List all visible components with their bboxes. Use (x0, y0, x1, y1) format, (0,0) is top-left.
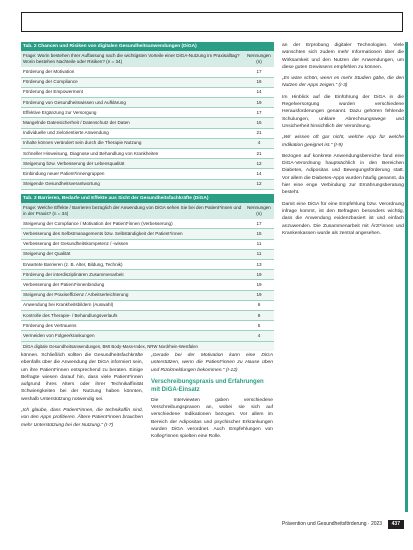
table-row (21, 290, 274, 300)
journal-name: Prävention und Gesundheitsförderung · 2023 (282, 521, 383, 527)
table-row (21, 300, 274, 310)
table-row (21, 108, 274, 118)
table-row (21, 311, 274, 321)
table-row (21, 118, 274, 128)
table-cell-label: Effektive Ergänzung zur Versorgung (21, 108, 244, 118)
table-row (21, 67, 274, 77)
section-title: Verschreibungspraxis und Erfahrungen mit DiGA-Einsatz (151, 378, 264, 393)
table-row (21, 270, 274, 280)
table-row (21, 128, 274, 138)
table-cell-count: 12 (244, 159, 274, 169)
lower-right-column (151, 352, 273, 445)
table-2-caption: Tab. 2 Chancen und Risiken von digitalen Gesundheitsanwendungen (DiGA) (21, 42, 274, 51)
table-row (21, 98, 274, 108)
table-cell-count: 19 (244, 98, 274, 108)
table-cell-label: Steigerung der Compliance / Motivation der Patient*innen (Verbesserung) (21, 219, 244, 229)
table-cell-label: Mangelnde Datensicherheit / Datenschutz der Daten (21, 118, 244, 128)
table-row (21, 159, 274, 169)
table-row (21, 87, 274, 97)
quote: „Es wäre schön, wenn es mehr Studien gäbe, die den Nutzen der Apps zeigen." (I-3) (282, 76, 404, 89)
table-cell-count: 19 (244, 270, 274, 280)
page-number: 437 (388, 520, 404, 529)
table-cell-count: 16 (244, 77, 274, 87)
table-cell-count: 14 (244, 87, 274, 97)
table-2-question: Frage: Worin bestehen Ihrer Auffassung nach die wichtigsten Vorteile einer DiGA-Nutzung im Praxisalltag? Worin bestehen Nachteile oder Risiken? (n = 34) (21, 51, 244, 67)
right-column (282, 42, 404, 241)
header-frame (21, 12, 403, 32)
table-cell-label: Verbesserung der Patient*innenbindung (21, 280, 244, 290)
table-row (21, 280, 274, 290)
table-row (21, 77, 274, 87)
body-text-lower (21, 352, 274, 445)
table-row (21, 169, 274, 179)
table-row (21, 138, 274, 148)
table-cell-count: 6 (244, 300, 274, 310)
paragraph: Die Interviewten gaben verschiedene Verschreibungspraxen an, wobei sie sich auf verschiedene Indikationen bezogen. Vor allem im Bereich der Adipositas und psychischer Erkrankungen wurden DiGA verordnet. Auch Empfehlungen von Kolleg*innen spielten eine Rolle. (151, 397, 273, 440)
quote: „Wir wissen oft gar nicht, welche App für welche Indikation geeignet ist." (I-9) (282, 135, 404, 148)
table-cell-label: Einbindung neuer Patient*innengruppen (21, 169, 244, 179)
table-cell-label: Steigende Gesundheitsverantwortung (21, 179, 244, 189)
table-2 (21, 42, 274, 190)
paragraph: Bezogen auf konkrete Anwendungsbereiche fand eine DiGA-Verordnung hauptsächlich in den Bereichen Diabetes, Adipositas und Bewegungsförderung statt. Vor allem die Diabetes-Apps wurden häufig genannt, da hier eine enge Verbindung zur Ernährungsberatung besteht. (282, 153, 404, 196)
table-cell-count: 21 (244, 149, 274, 159)
table-cell-count: 14 (244, 169, 274, 179)
table-3 (21, 194, 274, 352)
table-3-footnote: DiGA digitale Gesundheitsanwendungen, BMI Body-Mass-Index, NRW Nordrhein-Westfalen (21, 341, 274, 351)
page-footer (282, 520, 404, 529)
paragraph: an der Erprobung digitaler Technologien. Viele wünschten sich zudem mehr Informationen über die Wirksamkeit und den Nutzen der Anwendungen, um diese guten Gewissens empfehlen zu können. (282, 43, 404, 70)
table-row (21, 249, 274, 259)
table-3-caption: Tab. 3 Barrieren, Bedarfe und Effekte aus Sicht der Gesundheitsfachkräfte (DiGA) (21, 194, 274, 203)
table-cell-count: 11 (244, 249, 274, 259)
table-cell-count: 12 (244, 179, 274, 189)
table-row (21, 331, 274, 341)
table-cell-label: Förderung von Gesundheitswissen und Aufklärung (21, 98, 244, 108)
table-cell-label: Förderung der interdisziplinären Zusammenarbeit (21, 270, 244, 280)
table-cell-label: Vermeiden von Folgeerkrankungen (21, 331, 244, 341)
table-cell-label: Förderung des Vertrauens (21, 321, 244, 331)
table-cell-label: Erwartete Barrieren (z. B. Alter, Bildung, Technik) (21, 260, 244, 270)
table-cell-label: Steigerung bzw. Verbesserung der Lebensqualität (21, 159, 244, 169)
table-row (21, 179, 274, 189)
table-cell-label: Schneller Hinweisung, Diagnose und Behandlung von Krankheiten (21, 149, 244, 159)
table-cell-label: Förderung der Empowerment (21, 87, 244, 97)
table-row (21, 219, 274, 229)
table-cell-count: 13 (244, 260, 274, 270)
table-3-count-header: Nennungen (n) (244, 203, 274, 219)
table-cell-count: 19 (244, 290, 274, 300)
table-cell-label: Kontrolle des Therapie- / Behandlungsverlaufs (21, 311, 244, 321)
table-cell-label: Steigerung der Praxiseffizienz / Arbeitserleichterung (21, 290, 244, 300)
table-cell-label: Inhalte können verändert sein durch die Therapie Nutzung (21, 138, 244, 148)
table-row (21, 229, 274, 239)
table-cell-label: Verbesserung des Selbstmanagements bzw. Selbständigkeit der Patient*innen (21, 229, 244, 239)
table-cell-label: Anwendung bei Krankheitsbildern (Auswahl) (21, 300, 244, 310)
paragraph: Damit eine DiGA für eine Empfehlung bzw. Verordnung infrage kommt, ist den Befragten besonders wichtig, dass die Anwendung evidenzbasiert ist und einfach anzuwenden. Die Zusammenarbeit mit Ärzt*innen und Krankenkassen wurde als zentral angesehen. (282, 201, 404, 236)
table-cell-count: 19 (244, 280, 274, 290)
tables-column (21, 42, 274, 351)
table-row (21, 239, 274, 249)
table-cell-count: 15 (244, 229, 274, 239)
table-row (21, 260, 274, 270)
paragraph: können. Schließlich sollten die Gesundheitsfachkräfte ebenfalls über die Anwendung der DiGA informiert sein, um ihre Patient*innen entsprechend zu beraten. Einige Befragte wiesen darauf hin, dass viele Patient*innen aufgrund ihres Alters oder ihrer Technikaffinität Schwierigkeiten bei der Nutzung haben könnten, weshalb Unterstützung notwendig sei. (21, 353, 143, 402)
table-cell-count: 9 (244, 311, 274, 321)
table-cell-count: 5 (244, 321, 274, 331)
table-cell-label: Förderung der Motivation (21, 67, 244, 77)
table-cell-label: Verbesserung der Gesundheitskompetenz / -wissen (21, 239, 244, 249)
table-cell-count: 17 (244, 108, 274, 118)
table-row (21, 321, 274, 331)
table-cell-count: 4 (244, 331, 274, 341)
side-accent-bar (405, 42, 408, 512)
table-cell-label: Steigerung der Qualität (21, 249, 244, 259)
table-cell-count: 17 (244, 219, 274, 229)
table-cell-count: 4 (244, 138, 274, 148)
table-2-count-header: Nennungen (n) (244, 51, 274, 67)
table-cell-count: 15 (244, 118, 274, 128)
table-3-question: Frage: Welche Effekte / Barrieren bezüglich der Anwendung von DiGA sehen Sie bei den Patient*innen und in der Praxis? (n = 34) (21, 203, 244, 219)
table-cell-label: Förderung der Compliance (21, 77, 244, 87)
table-row (21, 149, 274, 159)
table-cell-label: Individuelle und zielorientierte Anwendung (21, 128, 244, 138)
quote: „Ich glaube, dass Patient*innen, die technikaffin sind, von den Apps profitieren. Ältere Patient*innen brauchen mehr Unterstützung bei der Nutzung." (I-7) (21, 408, 143, 428)
table-cell-count: 17 (244, 67, 274, 77)
table-cell-count: 11 (244, 239, 274, 249)
paragraph: Im Hinblick auf die Einführung der DiGA in die Regelversorgung wurden verschiedene Herausforderungen genannt. Dazu gehören fehlende Schulungen, unklare Abrechnungswege und Unsicherheit hinsichtlich der Verordnung. (282, 94, 404, 129)
lower-left-column (21, 352, 143, 445)
table-cell-count: 21 (244, 128, 274, 138)
quote: „Gerade bei der Motivation kann eine DiGA unterstützen, wenn die Patient*innen zu Hause üben und Rückmeldungen bekommen." (I-12) (151, 353, 273, 373)
